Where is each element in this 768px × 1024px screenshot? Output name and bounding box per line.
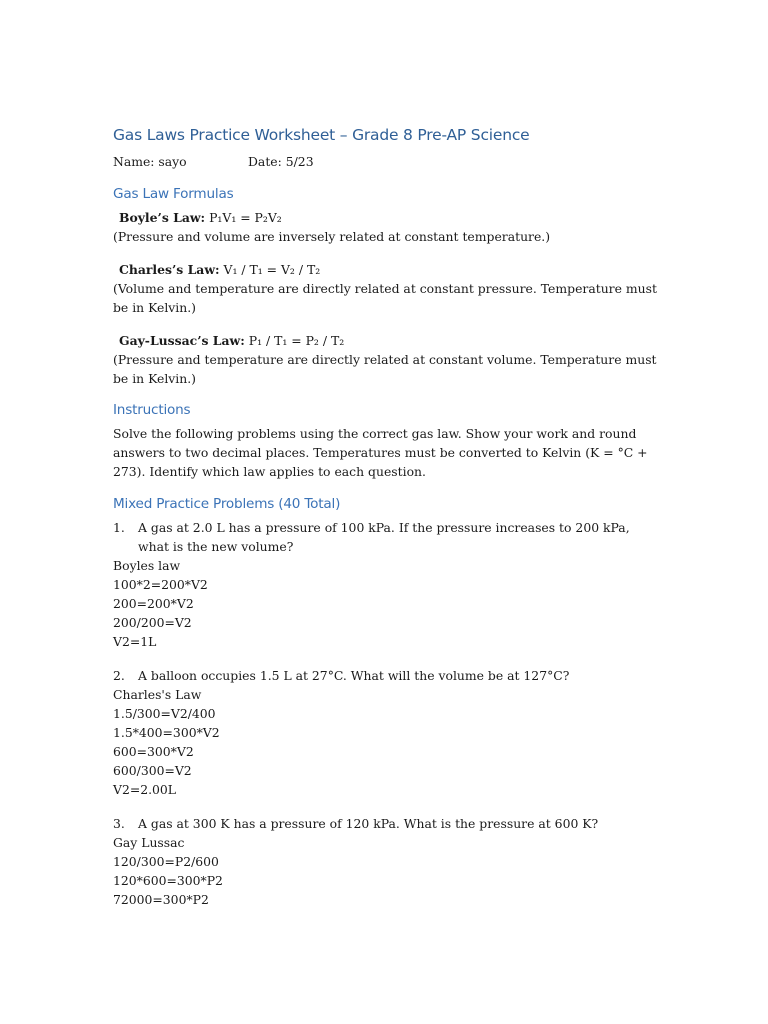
student-info bbox=[113, 152, 658, 171]
instructions-text: Solve the following problems using the correct gas law. Show your work and round answers to two decimal places. Temperatures must be converted to Kelvin (K = °C + 273). Identify which law applies to each question. bbox=[113, 426, 648, 479]
problem-number: 2. bbox=[113, 668, 125, 683]
work-line: Charles's Law bbox=[113, 687, 202, 702]
student-name: Name: sayo bbox=[113, 154, 187, 169]
law-formula: P₁V₁ = P₂V₂ bbox=[209, 210, 282, 225]
problem-3 bbox=[113, 814, 658, 909]
worksheet-date: Date: 5/23 bbox=[248, 154, 314, 169]
law-name: Gay-Lussac’s Law: bbox=[119, 333, 245, 348]
work-line: 200/200=V2 bbox=[113, 615, 192, 630]
law-description: (Volume and temperature are directly related at constant pressure. Temperature must be in Kelvin.) bbox=[113, 281, 657, 315]
work-line: Gay Lussac bbox=[113, 835, 185, 850]
problems-heading: Mixed Practice Problems (40 Total) bbox=[113, 496, 341, 512]
work-line: V2=2.00L bbox=[113, 782, 177, 797]
problem-question bbox=[113, 814, 658, 833]
problem-question bbox=[113, 518, 658, 556]
work-line: 1.5*400=300*V2 bbox=[113, 725, 220, 740]
instructions-heading: Instructions bbox=[113, 402, 191, 418]
document-content bbox=[113, 124, 658, 924]
problem-number: 1. bbox=[113, 520, 125, 535]
law-boyles bbox=[113, 208, 658, 246]
work-line: 72000=300*P2 bbox=[113, 892, 209, 907]
problem-2 bbox=[113, 666, 658, 799]
law-title bbox=[113, 208, 658, 227]
law-description: (Pressure and temperature are directly related at constant volume. Temperature must be in Kelvin.) bbox=[113, 352, 657, 386]
work-line: 120*600=300*P2 bbox=[113, 873, 223, 888]
formulas-heading: Gas Law Formulas bbox=[113, 186, 234, 202]
law-title bbox=[113, 260, 658, 279]
law-description: (Pressure and volume are inversely related at constant temperature.) bbox=[113, 229, 551, 244]
law-title bbox=[113, 331, 658, 350]
work-line: 600=300*V2 bbox=[113, 744, 194, 759]
law-formula: P₁ / T₁ = P₂ / T₂ bbox=[248, 333, 345, 348]
problem-text: A gas at 2.0 L has a pressure of 100 kPa. If the pressure increases to 200 kPa, what is the new volume? bbox=[138, 520, 630, 554]
work-line: 200=200*V2 bbox=[113, 596, 194, 611]
work-line: 100*2=200*V2 bbox=[113, 577, 208, 592]
problem-text: A balloon occupies 1.5 L at 27°C. What will the volume be at 127°C? bbox=[138, 668, 570, 683]
problem-number: 3. bbox=[113, 816, 125, 831]
work-line: V2=1L bbox=[113, 634, 157, 649]
problem-question bbox=[113, 666, 658, 685]
worksheet-title: Gas Laws Practice Worksheet – Grade 8 Pre-AP Science bbox=[113, 126, 530, 144]
work-line: Boyles law bbox=[113, 558, 181, 573]
law-gay-lussac bbox=[113, 331, 658, 388]
law-formula: V₁ / T₁ = V₂ / T₂ bbox=[223, 262, 321, 277]
work-line: 120/300=P2/600 bbox=[113, 854, 219, 869]
law-name: Charles’s Law: bbox=[119, 262, 220, 277]
law-charles bbox=[113, 260, 658, 317]
problem-1 bbox=[113, 518, 658, 651]
problem-text: A gas at 300 K has a pressure of 120 kPa. What is the pressure at 600 K? bbox=[138, 816, 599, 831]
work-line: 600/300=V2 bbox=[113, 763, 192, 778]
work-line: 1.5/300=V2/400 bbox=[113, 706, 216, 721]
law-name: Boyle’s Law: bbox=[119, 210, 206, 225]
